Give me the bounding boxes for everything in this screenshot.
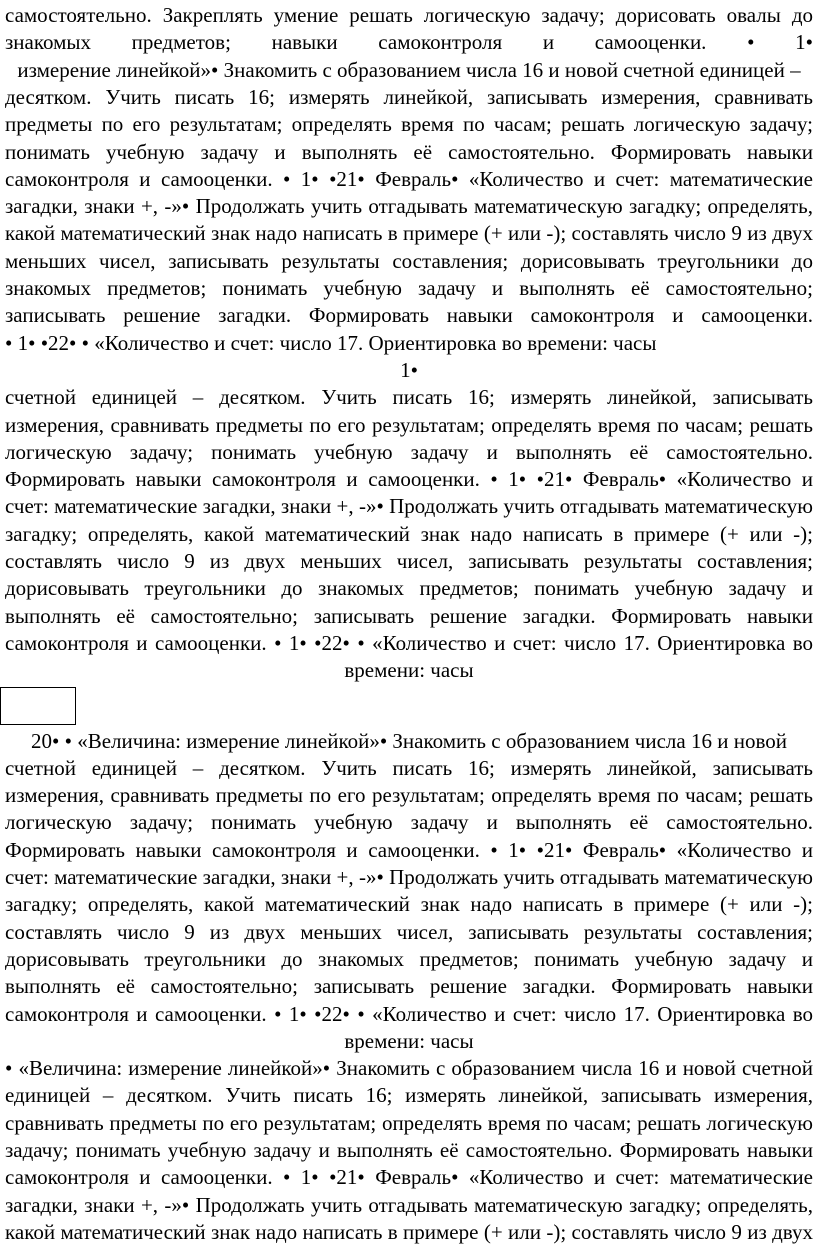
text-line: составлять число 9 из двух меньших чисел, записывать результаты составления; — [5, 549, 813, 573]
text-line: логическую задачу; понимать учебную задачу и выполнять её самостоятельно. — [5, 810, 813, 835]
text-line: выполнять её самостоятельно; записывать решение загадки. Формировать навыки — [5, 974, 813, 999]
text-line: загадку; определять, какой математический знак надо написать в примере (+ или -); — [5, 892, 813, 917]
text-line: измерение линейкой»• Знакомить с образованием числа 16 и новой счетной единицей – — [17, 57, 801, 82]
text-line: знакомых предметов; навыки самоконтроля и самооценки. • 1• — [5, 30, 813, 55]
text-line: десятком. Учить писать 16; измерять линейкой, записывать измерения, сравнивать — [5, 84, 813, 109]
text-line: измерения, сравнивать предметы по его результатам; определять время по часам; решать — [5, 783, 813, 808]
text-line: времени: часы — [344, 1028, 474, 1053]
text-line: загадку; определять, какой математический знак надо написать в примере (+ или -); — [5, 521, 813, 546]
text-line: измерения, сравнивать предметы по его результатам; определять время по часам; решать — [5, 412, 813, 437]
text-line: какой математический знак надо написать в примере (+ или -); составлять число 9 из двух — [5, 221, 813, 246]
text-line: счет: математические загадки, знаки +, -»• Продолжать учить отгадывать математическую — [5, 494, 813, 519]
text-line: задачу; понимать учебную задачу и выполнять её самостоятельно. Формировать навыки — [5, 1138, 813, 1162]
text-line: загадки, знаки +, -»• Продолжать учить отгадывать математическую загадку; определять, — [5, 194, 813, 219]
text-line: дорисовывать треугольники до знакомых предметов; понимать учебную задачу и — [5, 946, 813, 971]
text-line: какой математический знак надо написать в примере (+ или -); составлять число 9 из двух — [5, 1219, 813, 1244]
text-line: составлять число 9 из двух меньших чисел, записывать результаты составления; — [5, 919, 813, 944]
text-line: единицей – десятком. Учить писать 16; измерять линейкой, записывать измерения, — [5, 1083, 813, 1108]
text-line: Формировать навыки самоконтроля и самооценки. • 1• •21• Февраль• «Количество и — [5, 467, 813, 492]
text-line: записывать решение загадки. Формировать навыки самоконтроля и самооценки. — [5, 303, 813, 328]
text-line: счетной единицей – десятком. Учить писать 16; измерять линейкой, записывать — [5, 385, 813, 410]
text-line: дорисовывать треугольники до знакомых предметов; понимать учебную задачу и — [5, 576, 813, 601]
text-line: • «Величина: измерение линейкой»• Знакомить с образованием числа 16 и новой счетной — [5, 1056, 813, 1081]
text-line: понимать учебную задачу и выполнять её самостоятельно. Формировать навыки — [5, 139, 813, 164]
text-line: загадки, знаки +, -»• Продолжать учить отгадывать математическую загадку; определять, — [5, 1192, 813, 1217]
text-line: самоконтроля и самооценки. • 1• •21• Февраль• «Количество и счет: математические — [5, 1165, 813, 1190]
empty-frame-box — [0, 687, 76, 725]
text-line: самоконтроля и самооценки. • 1• •21• Февраль• «Количество и счет: математические — [5, 166, 813, 191]
text-line: самостоятельно. Закреплять умение решать логическую задачу; дорисовать овалы до — [5, 3, 813, 27]
text-line: счет: математические загадки, знаки +, -»• Продолжать учить отгадывать математическую — [5, 865, 813, 889]
text-line: самоконтроля и самооценки. • 1• •22• • «Количество и счет: число 17. Ориентировка во — [5, 1001, 813, 1026]
text-line: логическую задачу; понимать учебную задачу и выполнять её самостоятельно. — [5, 439, 813, 464]
text-line: меньших чисел, записывать результаты составления; дорисовывать треугольники до — [5, 248, 813, 273]
text-line: 1• — [400, 357, 418, 382]
text-line: 20• • «Величина: измерение линейкой»• Знакомить с образованием числа 16 и новой — [31, 728, 787, 753]
text-line: предметы по его результатам; определять время по часам; решать логическую задачу; — [5, 112, 813, 137]
text-line: самоконтроля и самооценки. • 1• •22• • «Количество и счет: число 17. Ориентировка во — [5, 630, 813, 655]
text-line: • 1• •22• • «Количество и счет: число 17. Ориентировка во времени: часы — [5, 330, 657, 355]
text-line: знакомых предметов; понимать учебную задачу и выполнять её самостоятельно; — [5, 276, 813, 300]
text-line: времени: часы — [344, 658, 474, 683]
text-line: выполнять её самостоятельно; записывать решение загадки. Формировать навыки — [5, 603, 813, 628]
text-line: счетной единицей – десятком. Учить писать 16; измерять линейкой, записывать — [5, 755, 813, 780]
text-line: сравнивать предметы по его результатам; определять время по часам; решать логическую — [5, 1110, 813, 1135]
text-line: Формировать навыки самоконтроля и самооценки. • 1• •21• Февраль• «Количество и — [5, 837, 813, 862]
